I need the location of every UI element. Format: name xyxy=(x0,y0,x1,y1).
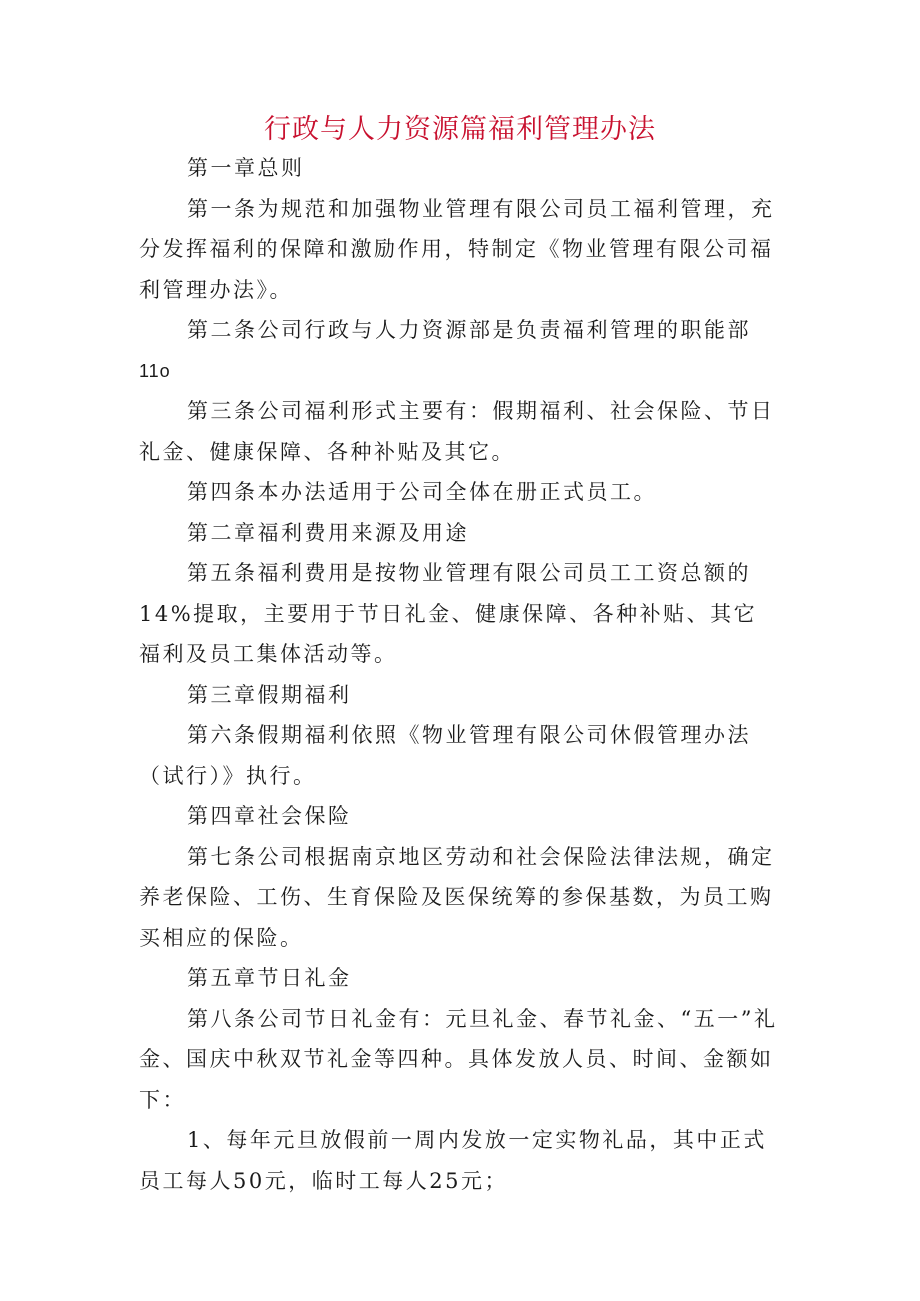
article-8-item-1: 1、每年元旦放假前一周内发放一定实物礼品，其中正式员工每人50元，临时工每人25元； xyxy=(139,1128,767,1193)
article-5: 第五条福利费用是按物业管理有限公司员工工资总额的14%提取，主要用于节日礼金、健康保障、各种补贴、其它福利及员工集体活动等。 xyxy=(139,561,758,666)
article-7: 第七条公司根据南京地区劳动和社会保险法律法规，确定养老保险、工伤、生育保险及医保统筹的参保基数，为员工购买相应的保险。 xyxy=(139,844,775,950)
article-4: 第四条本办法适用于公司全体在册正式员工。 xyxy=(187,480,657,504)
chapter-2-heading: 第二章福利费用来源及用途 xyxy=(187,520,469,545)
chapter-1-heading: 第一章总则 xyxy=(187,156,305,180)
article-2-continuation: 11o xyxy=(139,360,171,381)
article-2: 第二条公司行政与人力资源部是负责福利管理的职能部 xyxy=(187,318,751,342)
article-6: 第六条假期福利依照《物业管理有限公司休假管理办法（试行）》执行。 xyxy=(139,723,751,788)
article-1: 第一条为规范和加强物业管理有限公司员工福利管理，充分发挥福利的保障和激励作用，特制定《物业管理有限公司福利管理办法》。 xyxy=(139,196,775,302)
chapter-3-heading: 第三章假期福利 xyxy=(187,682,352,707)
article-3: 第三条公司福利形式主要有：假期福利、社会保险、节日礼金、健康保障、各种补贴及其它。 xyxy=(139,399,775,464)
chapter-5-heading: 第五章节日礼金 xyxy=(187,966,352,990)
article-8: 第八条公司节日礼金有：元旦礼金、春节礼金、“五一”礼金、国庆中秋双节礼金等四种。具体发放人员、时间、金额如下： xyxy=(139,1006,778,1112)
chapter-4-heading: 第四章社会保险 xyxy=(187,804,352,828)
document-body xyxy=(139,148,779,1201)
document-title: 行政与人力资源篇福利管理办法 xyxy=(264,114,656,145)
